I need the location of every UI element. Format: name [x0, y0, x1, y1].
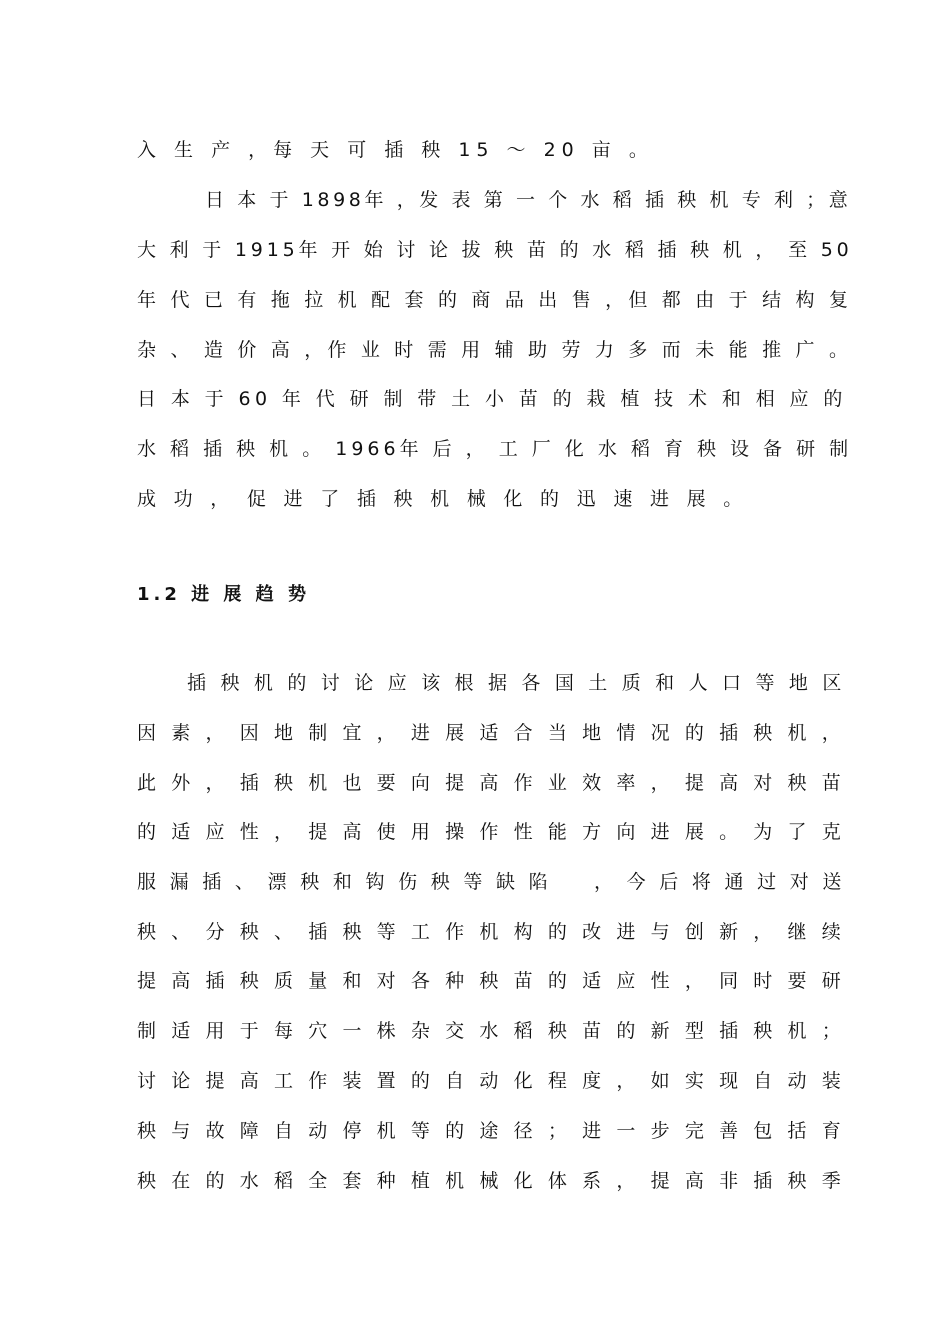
paragraph-line: 服 漏 插 、 漂 秧 和 钩 伤 秧 等 缺 陷 ， 今 后 将 通 过 对 送 — [137, 871, 846, 893]
paragraph-line: 讨 论 提 高 工 作 装 置 的 自 动 化 程 度 ， 如 实 现 自 动 装 — [137, 1070, 846, 1092]
paragraph-line: 秧 在 的 水 稻 全 套 种 植 机 械 化 体 系 ， 提 高 非 插 秧 季 — [137, 1170, 846, 1192]
paragraph-line: 大 利 于 1915年 开 始 讨 论 拔 秧 苗 的 水 稻 插 秧 机 ， 至 50 — [137, 239, 853, 261]
paragraph-line: 日 本 于 1898年 ，发 表 第 一 个 水 稻 插 秧 机 专 利 ；意 — [205, 189, 852, 211]
paragraph-line: 日 本 于 60 年 代 研 制 带 土 小 苗 的 栽 植 技 术 和 相 应 的 — [137, 388, 847, 410]
paragraph-line: 水 稻 插 秧 机 。 1966年 后 ， 工 厂 化 水 稻 育 秧 设 备 研 制 — [137, 438, 853, 460]
paragraph-line: 成 功 ， 促 进 了 插 秧 机 械 化 的 迅 速 进 展 。 — [137, 488, 749, 510]
paragraph-line: 提 高 插 秧 质 量 和 对 各 种 秧 苗 的 适 应 性 ， 同 时 要 研 — [137, 970, 846, 992]
paragraph-line: 入 生 产 ，每 天 可 插 秧 15 ～ 20 亩 。 — [137, 139, 654, 161]
paragraph-line: 因 素 ， 因 地 制 宜 ， 进 展 适 合 当 地 情 况 的 插 秧 机 ， — [137, 722, 846, 744]
paragraph-line: 秧 、 分 秧 、 插 秧 等 工 作 机 构 的 改 进 与 创 新 ， 继 续 — [137, 921, 846, 943]
paragraph-line: 秧 与 故 障 自 动 停 机 等 的 途 径 ； 进 一 步 完 善 包 括 育 — [137, 1120, 846, 1142]
section-heading: 1.2 进 展 趋 势 — [137, 584, 310, 605]
paragraph-line: 插 秧 机 的 讨 论 应 该 根 据 各 国 土 质 和 人 口 等 地 区 — [187, 672, 846, 694]
paragraph-line: 制 适 用 于 每 穴 一 株 杂 交 水 稻 秧 苗 的 新 型 插 秧 机 ； — [137, 1020, 846, 1042]
paragraph-line: 的 适 应 性 ， 提 高 使 用 操 作 性 能 方 向 进 展 。 为 了 克 — [137, 821, 846, 843]
paragraph-line: 杂 、 造 价 高 ，作 业 时 需 用 辅 助 劳 力 多 而 未 能 推 广 。 — [137, 339, 853, 361]
paragraph-line: 此 外 ， 插 秧 机 也 要 向 提 高 作 业 效 率 ， 提 高 对 秧 苗 — [137, 772, 846, 794]
paragraph-line: 年 代 已 有 拖 拉 机 配 套 的 商 品 出 售 ，但 都 由 于 结 构 复 — [137, 289, 853, 311]
